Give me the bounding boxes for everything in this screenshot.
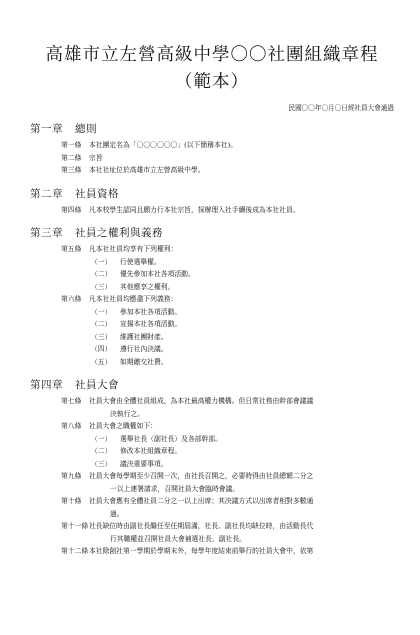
article bbox=[61, 520, 394, 533]
chapter-number: 第二章 bbox=[30, 187, 63, 200]
article-text: 本社除創社第一學期於學期末外，每學年度結束前舉行的社員大會中，依第 bbox=[89, 547, 314, 555]
chapter-number: 第一章 bbox=[30, 123, 63, 135]
article bbox=[61, 139, 394, 152]
chapter-heading bbox=[30, 186, 394, 201]
article-number: 第二條 bbox=[61, 153, 82, 162]
document-page bbox=[0, 42, 420, 635]
article bbox=[61, 293, 394, 306]
article-text: 社員大會之職權如下： bbox=[89, 422, 157, 430]
article-text: 社員大會應有全體社員二分之一以上出席；其決議方式以出席者相對多數通 bbox=[89, 497, 314, 505]
article-number: 第五條 bbox=[61, 245, 82, 253]
item-text: 參加本社各項活動。 bbox=[120, 307, 182, 316]
article-item bbox=[91, 343, 394, 356]
item-text: 宣揚本社各項活動。 bbox=[120, 320, 182, 328]
article-item bbox=[91, 281, 394, 294]
item-text: 遵行社內決議。 bbox=[120, 345, 168, 353]
item-text: 其他應享之權利。 bbox=[120, 282, 175, 291]
item-text: 行使選舉權。 bbox=[120, 257, 161, 266]
article-text: 本社社址位於高雄市立左營高級中學。 bbox=[89, 166, 205, 174]
article-item bbox=[91, 356, 394, 369]
approval-date: 民國〇〇年〇月〇日經社員大會通過 bbox=[288, 104, 394, 112]
item-number: （一） bbox=[91, 434, 112, 443]
article-item bbox=[91, 268, 394, 281]
item-text: 修改本社組織章程。 bbox=[120, 447, 182, 455]
item-number: （三） bbox=[91, 459, 112, 468]
item-number: （四） bbox=[91, 345, 112, 353]
chapter-heading bbox=[30, 377, 394, 392]
article-text: 凡本社社員均應盡下列義務： bbox=[89, 295, 178, 303]
document-body bbox=[30, 121, 394, 558]
document-title: 高雄市立左營高級中學〇〇社團組織章程（範本） bbox=[45, 45, 379, 92]
chapter-title: 社員大會 bbox=[75, 379, 119, 391]
article-text: 社長缺位時由副社長繼任至任期屆滿，社長、副社長均缺位時，由活動長代 bbox=[89, 522, 314, 530]
article-item bbox=[91, 458, 394, 471]
article-item bbox=[91, 331, 394, 344]
article-text-continued: 決執行之。 bbox=[110, 409, 144, 418]
article-item bbox=[91, 318, 394, 331]
article bbox=[61, 545, 394, 558]
item-number: （三） bbox=[91, 282, 112, 291]
item-number: （一） bbox=[91, 257, 112, 266]
article bbox=[61, 495, 394, 508]
article-text-continued: 行其職權並召開社員大會補選社長、副社長。 bbox=[110, 534, 246, 543]
chapter-title: 社員資格 bbox=[75, 187, 119, 200]
item-number: （二） bbox=[91, 270, 112, 278]
chapter-title: 總則 bbox=[75, 123, 97, 135]
article-number: 第十一條 bbox=[61, 522, 89, 530]
item-number: （三） bbox=[91, 332, 112, 341]
item-text: 如期繳交社費。 bbox=[120, 357, 168, 366]
article-item bbox=[91, 433, 394, 446]
article bbox=[61, 395, 394, 408]
article bbox=[61, 420, 394, 433]
article-item bbox=[91, 445, 394, 458]
item-number: （二） bbox=[91, 447, 112, 455]
article-text: 社員大會由全體社員組成，為本社最高權力機構。但日常社務由幹部會議議 bbox=[89, 397, 314, 405]
item-number: （五） bbox=[91, 357, 112, 366]
chapter-heading bbox=[30, 225, 394, 240]
article bbox=[61, 152, 394, 165]
article bbox=[61, 243, 394, 256]
article-number: 第十二條 bbox=[61, 547, 89, 555]
article-text-continued: 一以上連署請求，召開社員大會臨時會議。 bbox=[110, 484, 240, 493]
article-number: 第十條 bbox=[61, 497, 82, 505]
article-item bbox=[91, 256, 394, 269]
article-number: 第三條 bbox=[61, 166, 82, 174]
item-text: 選舉社長（副社長）及各部幹部。 bbox=[120, 434, 222, 443]
item-text: 優先參加本社各項活動。 bbox=[120, 270, 195, 278]
article-number: 第七條 bbox=[61, 397, 82, 405]
chapter-number: 第三章 bbox=[30, 227, 63, 239]
article-text: 凡本社社員均享有下列權利： bbox=[89, 245, 178, 253]
article-number: 第一條 bbox=[61, 141, 82, 149]
item-number: （一） bbox=[91, 307, 112, 316]
article-number: 第六條 bbox=[61, 295, 82, 303]
chapter-number: 第四章 bbox=[30, 379, 63, 391]
article bbox=[61, 164, 394, 177]
item-text: 議決重要事項。 bbox=[120, 459, 168, 468]
article-number: 第四條 bbox=[61, 205, 82, 214]
item-text: 維護社團財產。 bbox=[120, 332, 168, 341]
article-text: 宗旨 bbox=[89, 153, 103, 162]
article-number: 第八條 bbox=[61, 422, 82, 430]
article-text: 社員大會每學期至少召開一次，由社長召開之，必要時得由社員總額二分之 bbox=[89, 472, 314, 480]
article-text-continued: 過。 bbox=[110, 509, 124, 518]
chapter-title: 社員之權利與義務 bbox=[75, 227, 163, 239]
article bbox=[61, 470, 394, 483]
article-text: 凡本校學生認同且願力行本社宗旨，採辦理入社手續後成為本社社員。 bbox=[89, 205, 300, 214]
chapter-heading bbox=[30, 121, 394, 136]
article-number: 第九條 bbox=[61, 472, 82, 480]
article bbox=[61, 204, 394, 217]
item-number: （二） bbox=[91, 320, 112, 328]
article-item bbox=[91, 306, 394, 319]
article-text: 本社團定名為「〇〇〇〇〇〇」(以下簡稱本社)。 bbox=[89, 141, 238, 149]
